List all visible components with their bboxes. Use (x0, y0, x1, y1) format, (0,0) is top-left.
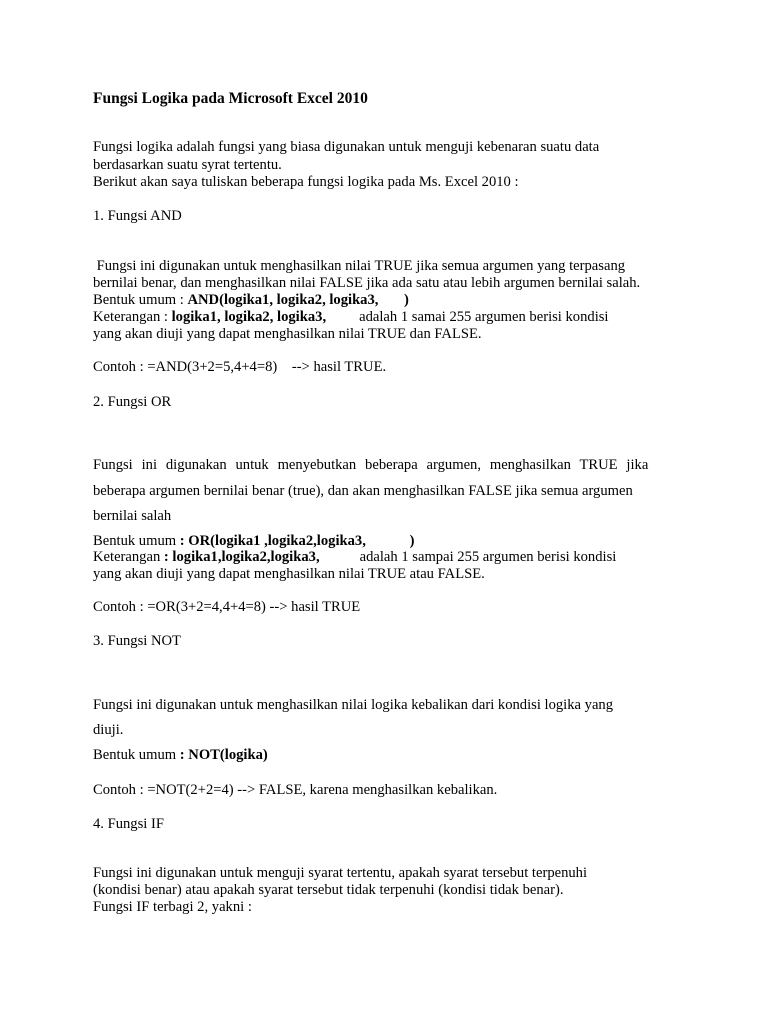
and-ket-line-2: yang akan diuji yang dapat menghasilkan nilai TRUE dan FALSE. (93, 326, 482, 342)
if-desc-line-3: Fungsi IF terbagi 2, yakni : (93, 899, 252, 915)
not-desc-line-1: Fungsi ini digunakan untuk menghasilkan nilai logika kebalikan dari kondisi logika yang (93, 697, 614, 713)
and-bentuk-label: Bentuk umum : (93, 292, 188, 308)
or-heading: 2. Fungsi OR (93, 394, 172, 410)
or-desc-text: Fungsi ini digunakan untuk menyebutkan beberapa argumen, menghasilkan TRUE jika (93, 457, 649, 473)
and-bentuk-umum (93, 292, 409, 309)
and-ket-label: Keterangan : (93, 309, 172, 325)
if-desc-line-2: (kondisi benar) atau apakah syarat tersebut tidak terpenuhi (kondisi tidak benar). (93, 882, 564, 898)
intro-line-1: Fungsi logika adalah fungsi yang biasa digunakan untuk menguji kebenaran suatu data (93, 139, 600, 155)
or-ket-label: Keterangan (93, 549, 164, 565)
and-desc-line-2: bernilai benar, dan menghasilkan nilai FALSE jika ada satu atau lebih argumen bernilai salah. (93, 275, 641, 291)
not-bentuk-value: : NOT(logika) (179, 747, 268, 763)
or-contoh: Contoh : =OR(3+2=4,4+4=8) --> hasil TRUE (93, 599, 361, 615)
and-ket-desc: adalah 1 samai 255 argumen berisi kondisi (359, 309, 609, 325)
not-contoh: Contoh : =NOT(2+2=4) --> FALSE, karena menghasilkan kebalikan. (93, 782, 498, 798)
intro-line-2: berdasarkan suatu syrat tertentu. (93, 157, 282, 173)
and-bentuk-value: AND(logika1, logika2, logika3, ) (187, 292, 409, 308)
or-ket-line-2: yang akan diuji yang dapat menghasilkan nilai TRUE atau FALSE. (93, 566, 485, 582)
not-heading: 3. Fungsi NOT (93, 633, 181, 649)
not-bentuk-label: Bentuk umum (93, 747, 180, 763)
and-ket-value: logika1, logika2, logika3, (171, 309, 327, 325)
not-bentuk-umum (93, 747, 268, 764)
or-bentuk-umum (93, 533, 415, 550)
and-heading: 1. Fungsi AND (93, 208, 182, 224)
or-ket-desc: adalah 1 sampai 255 argumen berisi kondisi (359, 549, 617, 565)
or-bentuk-label: Bentuk umum (93, 533, 180, 549)
intro-line-3: Berikut akan saya tuliskan beberapa fungsi logika pada Ms. Excel 2010 : (93, 174, 519, 190)
or-ket-value: : logika1,logika2,logika3, (163, 549, 320, 565)
or-desc-line-2: beberapa argumen bernilai benar (true), dan akan menghasilkan FALSE jika semua argumen (93, 483, 633, 499)
page-title: Fungsi Logika pada Microsoft Excel 2010 (93, 90, 368, 107)
or-desc-line-3: bernilai salah (93, 508, 172, 524)
if-desc-line-1: Fungsi ini digunakan untuk menguji syarat tertentu, apakah syarat tersebut terpenuhi (93, 865, 588, 881)
and-contoh: Contoh : =AND(3+2=5,4+4=8) --> hasil TRUE. (93, 359, 387, 375)
and-keterangan (93, 309, 608, 326)
and-desc-line-1: Fungsi ini digunakan untuk menghasilkan nilai TRUE jika semua argumen yang terpasang (93, 258, 626, 274)
if-heading: 4. Fungsi IF (93, 816, 164, 832)
or-keterangan (93, 549, 616, 566)
not-desc-line-2: diuji. (93, 722, 124, 738)
or-desc-line-1 (93, 457, 675, 474)
or-bentuk-value: : OR(logika1 ,logika2,logika3, ) (179, 533, 415, 549)
